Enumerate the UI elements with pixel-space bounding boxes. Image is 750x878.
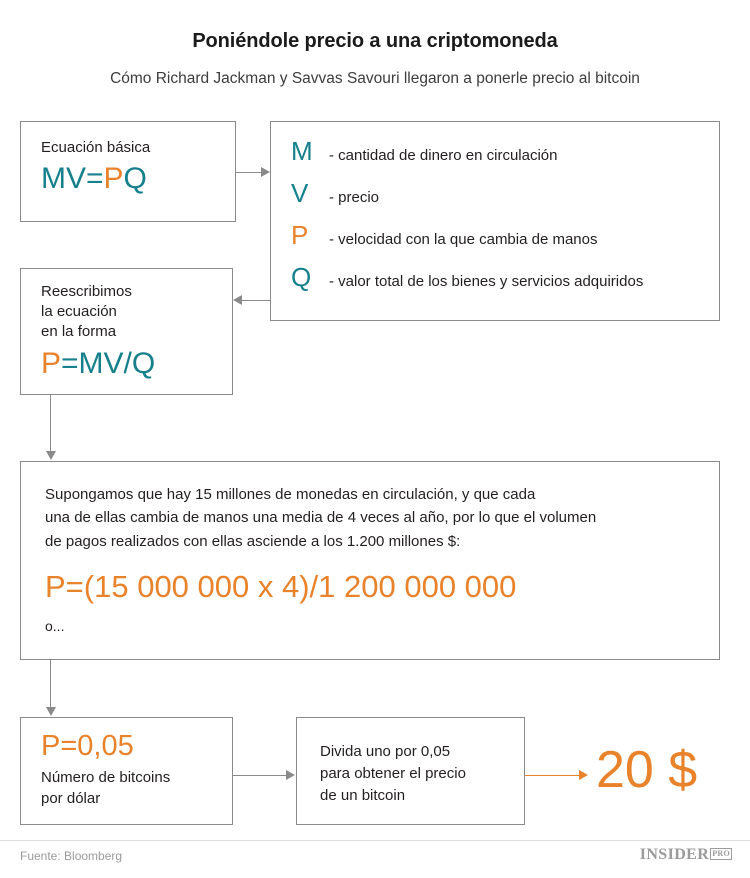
connector-divide-to-final (525, 775, 580, 776)
final-price-value: 20 $ (596, 741, 698, 799)
connector-rewrite-to-assumption (50, 395, 51, 452)
formula-segment-p: P (41, 347, 62, 381)
rewrite-equation-box (20, 268, 233, 395)
legend-symbol-m: M (291, 136, 313, 166)
legend-description-m: - cantidad de dinero en circulación (329, 147, 558, 164)
arrowhead-assumption-to-result (46, 707, 56, 716)
legend-row (271, 138, 719, 180)
connector-result-to-divide (233, 775, 287, 776)
logo-pro-badge: PRO (712, 849, 730, 858)
formula-segment-mv: MV= (41, 161, 104, 195)
basic-equation-box (20, 121, 236, 222)
legend-row (271, 222, 719, 264)
rewrite-line-2: la ecuación (41, 302, 117, 320)
result-caption-line-2: por dólar (41, 789, 101, 807)
divide-line-1: Divida uno por 0,05 (320, 743, 451, 760)
assumption-box (20, 461, 720, 660)
result-caption-line-1: Número de bitcoins (41, 769, 171, 787)
legend-row (271, 180, 719, 222)
page-title: Poniéndole precio a una criptomoneda (192, 30, 558, 52)
footer-divider (0, 840, 750, 841)
rewrite-line-1: Reescribimos (41, 283, 132, 300)
assumption-equation: P=(15 000 000 x 4)/1 200 000 000 (45, 568, 517, 604)
divide-box (296, 717, 525, 825)
formula-segment-q: Q (123, 161, 147, 195)
logo-wordmark: INSIDER (639, 846, 710, 863)
rewrite-equation-formula (41, 347, 232, 381)
assumption-tail-text: o... (45, 617, 65, 634)
connector-assumption-to-result (50, 660, 51, 708)
legend-symbol-v: V (291, 178, 309, 208)
result-box (20, 717, 233, 825)
legend-row (271, 264, 719, 306)
page-subtitle: Cómo Richard Jackman y Savvas Savouri llegaron a ponerle precio al bitcoin (110, 70, 640, 87)
result-equation: P=0,05 (41, 730, 134, 762)
basic-equation-formula (41, 162, 235, 196)
divide-line-2: para obtener el precio (320, 764, 466, 782)
arrowhead-divide-to-final (579, 770, 588, 780)
arrowhead-legend-to-rewrite (233, 295, 242, 305)
assumption-paragraph-line-1: Supongamos que hay 15 millones de monedas en circulación, y que cada (45, 486, 536, 503)
legend-symbol-p: P (291, 220, 309, 250)
divide-line-3: de un bitcoin (320, 786, 406, 804)
arrowhead-result-to-divide (286, 770, 295, 780)
formula-segment-mvq: =MV/Q (61, 347, 156, 381)
connector-legend-to-rewrite (242, 300, 270, 301)
insider-pro-logo (640, 846, 732, 864)
arrowhead-rewrite-to-assumption (46, 451, 56, 460)
connector-basic-to-legend (236, 172, 262, 173)
legend-symbol-q: Q (291, 262, 312, 292)
formula-segment-p: P (103, 161, 124, 195)
basic-equation-label: Ecuación básica (41, 139, 151, 156)
legend-description-p: - velocidad con la que cambia de manos (329, 231, 598, 248)
arrowhead-basic-to-legend (261, 167, 270, 177)
source-credit: Fuente: Bloomberg (20, 849, 123, 863)
assumption-paragraph-line-3: de pagos realizados con ellas asciende a los 1.200 millones $: (45, 532, 461, 550)
rewrite-line-3: en la forma (41, 322, 117, 340)
legend-description-v: - precio (329, 189, 380, 206)
assumption-paragraph-line-2: una de ellas cambia de manos una media de 4 veces al año, por lo que el volumen (45, 509, 597, 527)
legend-box (270, 121, 720, 321)
legend-description-q: - valor total de los bienes y servicios adquiridos (329, 273, 644, 290)
